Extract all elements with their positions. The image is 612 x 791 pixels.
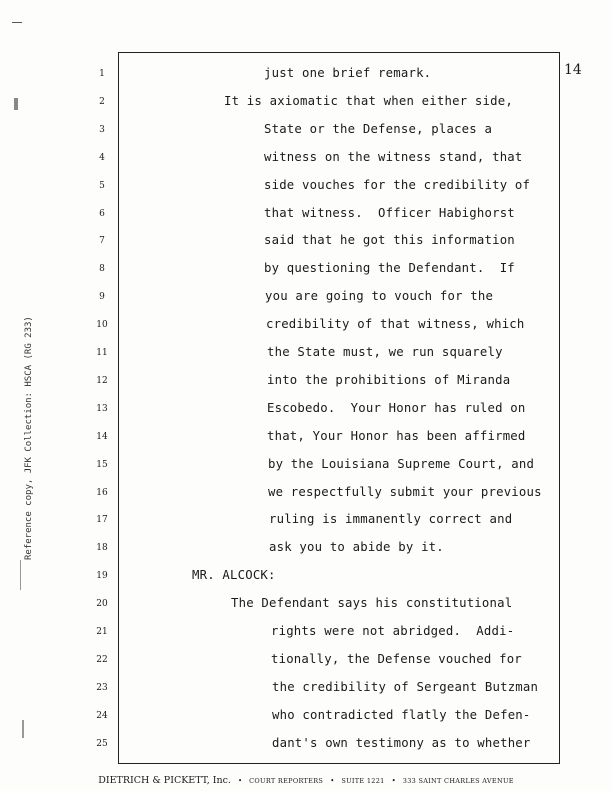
transcript-line: Escobedo. Your Honor has ruled on [267,400,526,415]
transcript-line: that witness. Officer Habighorst [264,205,515,220]
margin-mark [14,98,18,110]
frame-left-border [118,52,119,764]
transcript-line: It is axiomatic that when either side, [224,93,513,108]
transcript-line: the State must, we run squarely [267,345,503,359]
line-number: 12 [96,375,108,386]
transcript-line: who contradicted flatly the Defen- [272,707,531,722]
transcript-line: tionally, the Defense vouched for [271,651,522,666]
transcript-line: that, Your Honor has been affirmed [267,428,526,443]
transcript-line: we respectfully submit your previous [268,484,542,499]
line-number: 17 [96,515,108,526]
transcript-line: by the Louisiana Supreme Court, and [268,456,535,471]
line-number: 22 [96,654,108,665]
line-number: 15 [96,459,108,470]
transcript-line: you are going to vouch for the [265,289,494,304]
line-number: 14 [96,431,108,442]
frame-bottom-border [118,763,560,764]
line-number: 21 [96,627,108,637]
line-number: 3 [99,124,105,135]
line-number: 16 [96,487,108,498]
reference-copy-note: Reference copy, JFK Collection: HSCA (RG 233) [24,316,34,560]
transcript-line: witness on the witness stand, that [264,149,523,164]
footer [0,775,612,786]
footer-address: 333 SAINT CHARLES AVENUE [402,777,514,785]
margin-mark [20,560,21,590]
line-number: 6 [99,208,105,219]
transcript-line: credibility of that witness, which [266,317,525,332]
transcript-line: into the prohibitions of Miranda [267,372,511,387]
transcript-line: ask you to abide by it. [269,540,444,555]
transcript-line: rights were not abridged. Addi- [271,624,515,638]
line-number: 5 [99,180,105,191]
line-number: 18 [96,543,108,554]
line-number: 11 [96,348,108,358]
footer-separator: • [391,777,396,785]
transcript-line: MR. ALCOCK: [192,568,276,583]
margin-mark [22,720,24,738]
line-number: 4 [99,152,105,163]
frame-top-border [118,52,560,53]
page-number: 14 [564,62,582,78]
footer-suite: SUITE 1221 [341,777,385,785]
transcript-line: The Defendant says his constitutional [231,596,513,611]
footer-separator: • [330,777,335,785]
margin-mark [12,22,22,23]
line-number: 24 [96,710,108,721]
transcript-line: the credibility of Sergeant Butzman [272,679,539,694]
line-number: 8 [99,264,105,275]
footer-firm: DIETRICH & PICKETT, Inc. [98,775,231,786]
line-number: 1 [99,69,105,79]
line-number: 2 [99,96,105,107]
line-number: 23 [96,682,108,693]
transcript-line: State or the Defense, places a [264,121,493,136]
footer-role: COURT REPORTERS [249,777,324,785]
transcript-line: said that he got this information [264,233,515,248]
transcript-line: side vouches for the credibility of [264,177,531,192]
transcript-line: dant's own testimony as to whether [272,735,531,750]
line-number: 7 [99,236,105,247]
transcript-line: by questioning the Defendant. If [264,261,515,276]
footer-separator: • [237,777,243,785]
line-number: 10 [96,320,108,331]
line-number: 20 [96,599,108,610]
transcript-line: ruling is immanently correct and [269,512,513,527]
transcript-line: just one brief remark. [264,66,432,80]
line-number: 25 [96,738,108,749]
line-number: 19 [96,571,108,582]
line-number: 13 [96,403,108,414]
frame-right-border [559,52,560,764]
line-number: 9 [99,292,105,303]
